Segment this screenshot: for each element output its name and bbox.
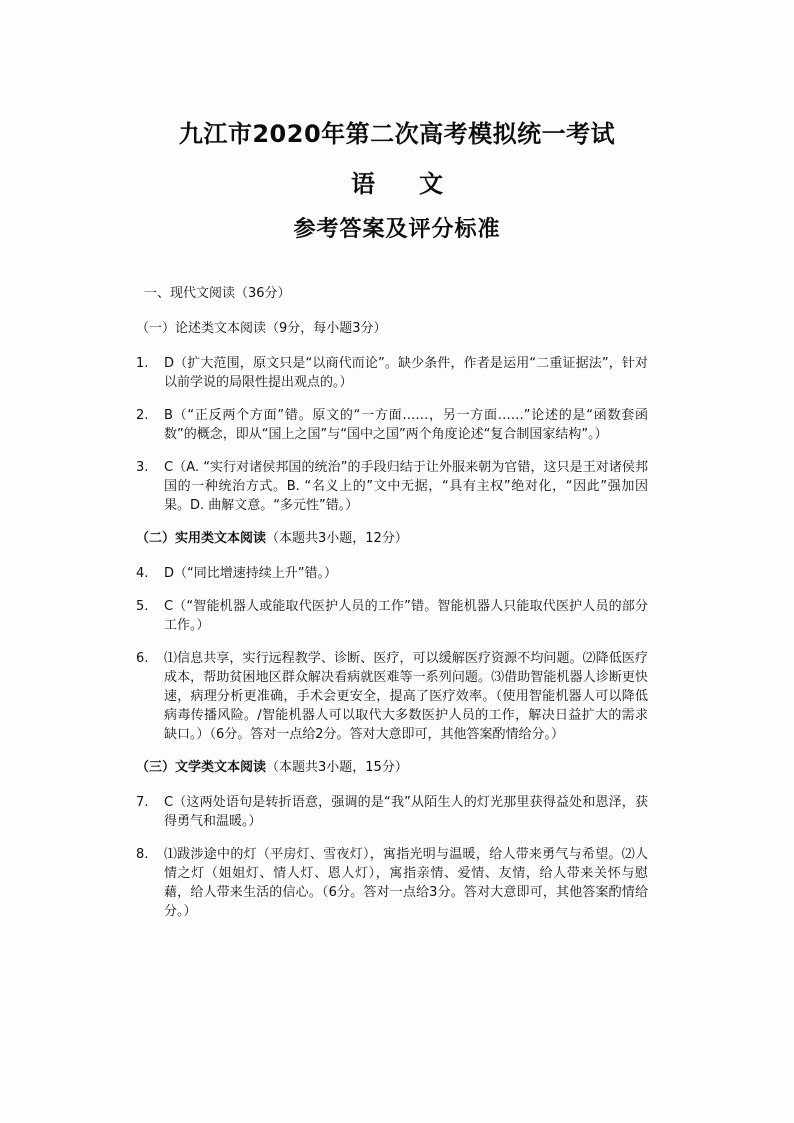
answer-text: ⑴跋涉途中的灯（平房灯、雪夜灯），寓指光明与温暖，给人带来勇气与希望。⑵人情之灯（姐姐灯、情人灯、恩人灯），寓指亲情、爱情、友情，给人带来关怀与慰藉，给人带来生活的信心。（6分。答对一点给3分。答对大意即可，其他答案酌情给分。） xyxy=(164,847,648,919)
answer-item xyxy=(136,649,648,744)
subsection-heading-practical xyxy=(136,529,648,548)
answer-content xyxy=(136,284,648,935)
answer-text: B（“正反两个方面”错。原文的“一方面……，另一方面……”论述的是“函数套函数”的概念，即从“国上之国”与“国中之国”两个角度论述“复合制国家结构”。） xyxy=(164,408,648,442)
answer-text: C（这两处语句是转折语意，强调的是“我”从陌生人的灯光那里获得益处和恩泽，获得勇气和温暖。） xyxy=(164,795,648,829)
section-heading: 一、现代文阅读（36分） xyxy=(144,286,291,301)
answer-number: 1. xyxy=(136,356,149,371)
subsection-note: （本题共3小题，12分） xyxy=(266,531,408,546)
answer-number: 2. xyxy=(136,408,149,423)
answer-item xyxy=(136,597,648,635)
answer-list-practical xyxy=(136,564,648,744)
answer-item xyxy=(136,793,648,831)
answer-text: C（“智能机器人或能取代医护人员的工作”错。智能机器人只能取代医护人员的部分工作。） xyxy=(164,599,648,633)
answer-number: 7. xyxy=(136,795,149,810)
answer-item xyxy=(136,845,648,921)
answer-number: 6. xyxy=(136,651,149,666)
subsection-label: （二）实用类文本阅读 xyxy=(136,531,267,546)
answer-number: 3. xyxy=(136,460,149,475)
subsection-note: （本题共3小题，15分） xyxy=(266,760,408,775)
answer-list-literary xyxy=(136,793,648,921)
answer-text: D（扩大范围，原文只是“以商代而论”。缺少条件，作者是运用“二重证据法”，针对以前学说的局限性提出观点的。） xyxy=(164,356,648,390)
answer-text: C（A. “实行对诸侯邦国的统治”的手段归结于让外服来朝为官错，这只是王对诸侯邦国的一种统治方式。B. “名义上的”文中无据，“具有主权”绝对化，“因此”强加因果。D. 曲解文意。“多元性”错。） xyxy=(164,460,648,513)
subsection-heading-literary xyxy=(136,758,648,777)
subsection-heading-argumentative: （一）论述类文本阅读（9分，每小题3分） xyxy=(136,321,387,336)
answer-text: ⑴信息共享，实行远程教学、诊断、医疗，可以缓解医疗资源不均问题。⑵降低医疗成本，帮助贫困地区群众解决看病就医难等一系列问题。⑶借助智能机器人诊断更快速，病理分析更准确，手术会更安全，提高了医疗效率。（使用智能机器人可以降低病毒传播风险。/智能机器人可以取代大多数医护人员的工作，解决日益扩大的需求缺口。）（6分。答对一点给2分。答对大意即可，其他答案酌情给分。） xyxy=(164,651,648,742)
subsection-label: （三）文学类文本阅读 xyxy=(136,760,267,775)
subject-title: 语文 xyxy=(351,170,487,198)
answer-item xyxy=(136,406,648,444)
answer-item xyxy=(136,564,648,583)
answer-item xyxy=(136,354,648,392)
document-title: 参考答案及评分标准 xyxy=(293,217,501,242)
exam-title: 九江市2020年第二次高考模拟统一考试 xyxy=(178,120,616,148)
answer-number: 8. xyxy=(136,847,149,862)
answer-item xyxy=(136,458,648,515)
answer-number: 5. xyxy=(136,599,149,614)
answer-text: D（“同比增速持续上升”错。） xyxy=(164,566,337,581)
answer-number: 4. xyxy=(136,566,149,581)
answer-list-argumentative xyxy=(136,354,648,515)
